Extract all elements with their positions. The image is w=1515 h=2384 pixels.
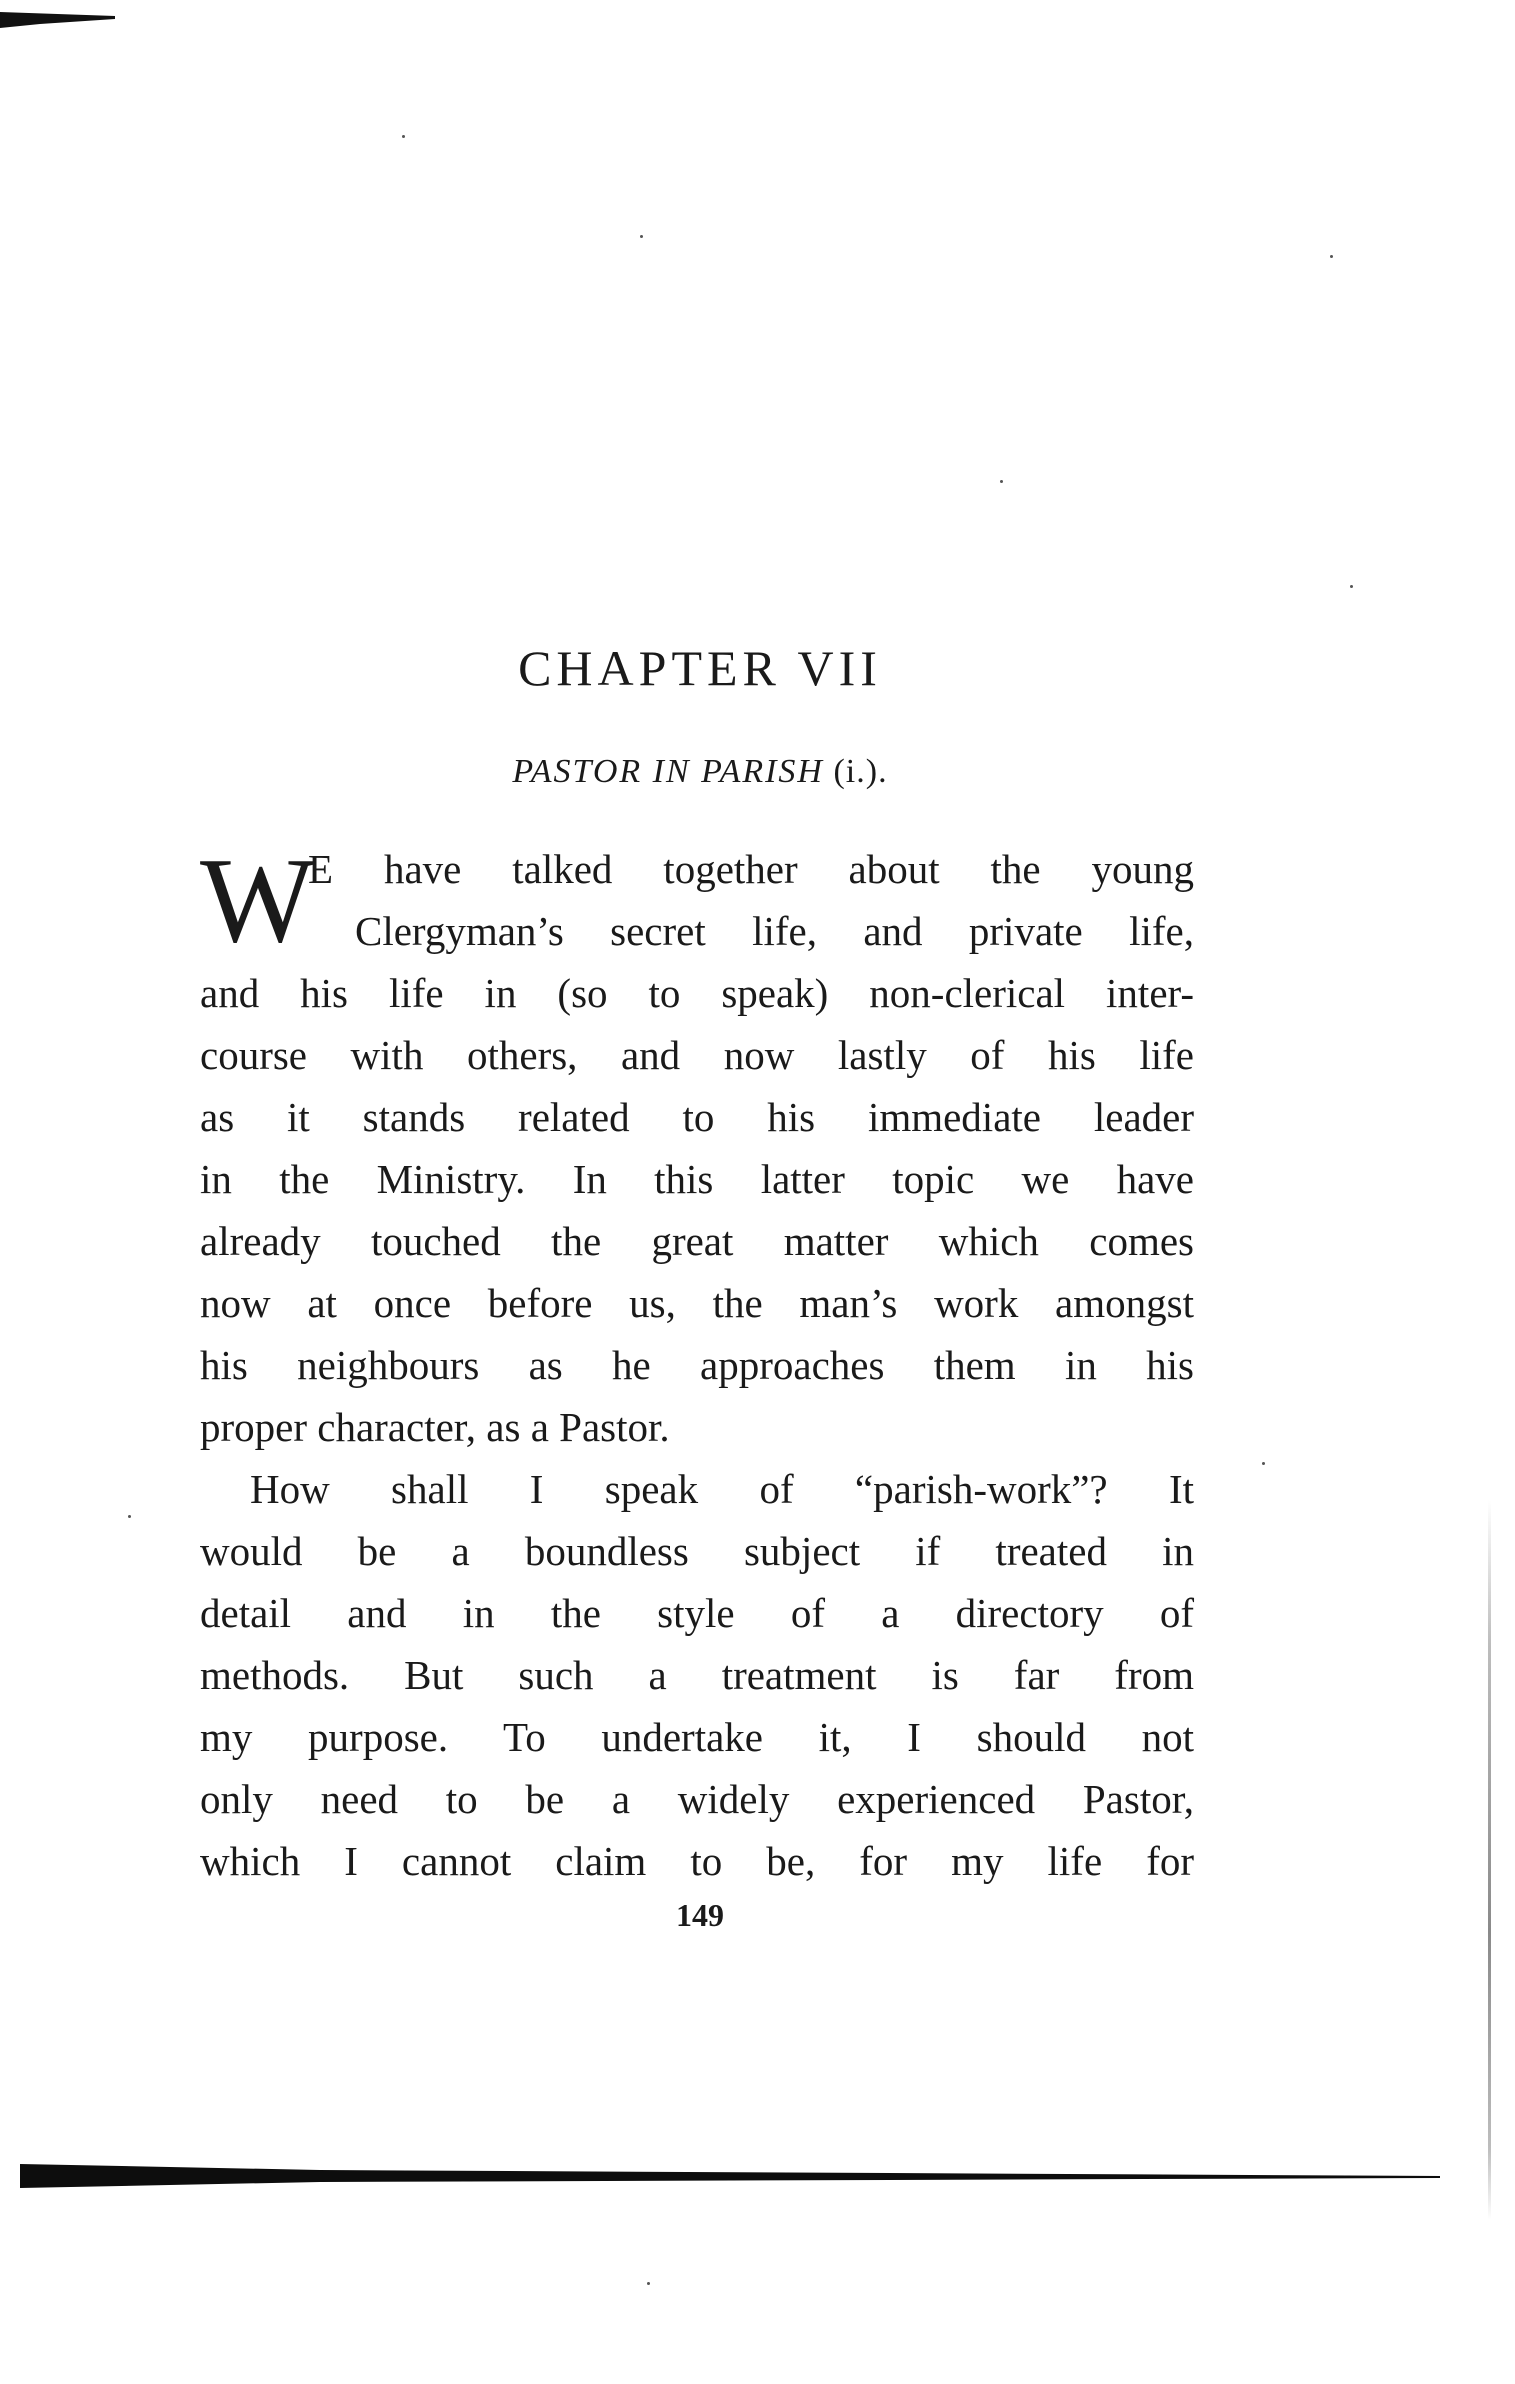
text-line: Clergyman’s secret life, and private life, (355, 908, 1194, 954)
scan-speck (1000, 480, 1003, 483)
text-line: course with others, and now lastly of his life (200, 1032, 1194, 1078)
text-line: methods. But such a treatment is far from (200, 1652, 1194, 1698)
text-line: E have talked together about the young (308, 846, 1194, 892)
text-line: my purpose. To undertake it, I should not (200, 1714, 1194, 1760)
chapter-subtitle-italic: PASTOR IN PARISH (512, 753, 824, 790)
scan-speck (402, 135, 405, 138)
scan-artifact-bottom-rule (20, 2160, 1440, 2190)
text-line: as it stands related to his immediate leader (200, 1094, 1194, 1140)
text-line: detail and in the style of a directory of (200, 1590, 1194, 1636)
paragraph-1 (200, 833, 1194, 1458)
text-line: would be a boundless subject if treated in (200, 1528, 1194, 1574)
scan-speck (128, 1515, 131, 1518)
scan-speck (647, 2282, 650, 2285)
scan-speck (1262, 1462, 1265, 1465)
chapter-subtitle-suffix: (i.). (833, 753, 888, 790)
text-line: How shall I speak of “parish-work”? It (250, 1466, 1194, 1512)
text-line: only need to be a widely experienced Pastor, (200, 1776, 1194, 1822)
scan-speck (1330, 255, 1333, 258)
text-line: already touched the great matter which comes (200, 1218, 1194, 1264)
text-line: proper character, as a Pastor. (200, 1404, 670, 1450)
scan-artifact-top-mark (0, 10, 115, 28)
body-text (200, 833, 1194, 1892)
text-line: now at once before us, the man’s work amongst (200, 1280, 1194, 1326)
scan-artifact-edge-line (1488, 1500, 1491, 2220)
text-line: in the Ministry. In this latter topic we have (200, 1156, 1194, 1202)
scan-speck (1350, 585, 1353, 588)
page-number: 149 (676, 1897, 724, 1933)
text-line: and his life in (so to speak) non-clerical inter- (200, 970, 1194, 1016)
paragraph-2 (200, 1458, 1194, 1892)
chapter-subtitle (200, 750, 1200, 794)
drop-cap: W (200, 833, 316, 968)
text-line: his neighbours as he approaches them in his (200, 1342, 1194, 1388)
chapter-title: CHAPTER VII (518, 640, 882, 696)
text-line: which I cannot claim to be, for my life for (200, 1838, 1194, 1884)
scan-speck (640, 235, 643, 238)
